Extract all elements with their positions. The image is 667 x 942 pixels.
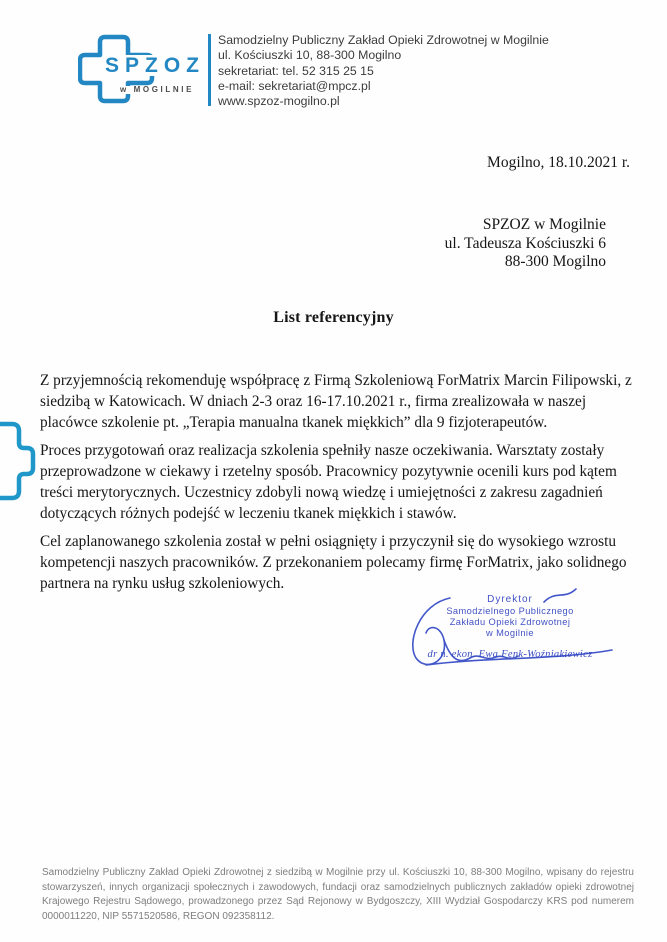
org-name: Samodzielny Publiczny Zakład Opieki Zdrowotnej w Mogilnie bbox=[218, 33, 549, 47]
org-phone: sekretariat: tel. 52 315 25 15 bbox=[218, 63, 374, 78]
org-website: www.spzoz-mogilno.pl bbox=[218, 94, 340, 109]
paragraph-recommendation: Cel zaplanowanego szkolenia został w pełni osiągnięty i przyczynił się do wysokiego wzrostu kompetencji naszych pracowników. Z przekonaniem polecamy firmę ForMatrix, jako solidnego partnera na rynku usług szkoleniowych. bbox=[40, 533, 627, 592]
stamp-org-3: w Mogilnie bbox=[486, 628, 534, 638]
logo-subtitle: w MOGILNIE bbox=[120, 85, 194, 94]
cross-bracket-watermark-icon bbox=[0, 419, 39, 508]
letterhead-divider bbox=[208, 34, 211, 106]
handwritten-signature bbox=[398, 586, 622, 684]
place-and-date: Mogilno, 18.10.2021 r. bbox=[487, 154, 630, 171]
stamp-signed-name: dr n. ekon. Ewa Fęnk-Woźniakiewicz bbox=[427, 649, 593, 660]
recipient-block bbox=[445, 216, 606, 272]
stamp-org-2: Zakładu Opieki Zdrowotnej bbox=[449, 617, 571, 627]
stamp-title: Dyrektor bbox=[487, 594, 533, 605]
recipient-city: 88-300 Mogilno bbox=[504, 253, 606, 270]
letterhead-contact bbox=[218, 31, 549, 109]
letter-title: List referencyjny bbox=[273, 309, 394, 326]
recipient-name: SPZOZ w Mogilnie bbox=[482, 216, 606, 233]
registration-footer: Samodzielny Publiczny Zakład Opieki Zdrowotnej z siedzibą w Mogilnie przy ul. Kościuszki 10, 88-300 Mogilno, wpisany do rejestru stowarzyszeń, innych organizacji społecznych i zawodowych, fundacji oraz samodzielnych publicznych zakładów opieki zdrowotnej Krajowego Rejestru Sądowego, prowadzonego przez Sąd Rejonowy w Bydgoszczy, XIII Wydział Gospodarczy KRS pod numerem 0000011220, NIP 5571520586, REGON 092358112. bbox=[42, 867, 634, 922]
recipient-street: ul. Tadeusza Kościuszki 6 bbox=[444, 234, 606, 252]
signature-block bbox=[398, 586, 622, 684]
spzoz-logo bbox=[78, 31, 206, 111]
paragraph-introduction: Z przyjemnością rekomenduję współpracę z Firmą Szkoleniową ForMatrix Marcin Filipowski, z siedzibą w Katowicach. W dniach 2-3 oraz 16-17.10.2021 r., firma zrealizowała w naszej placówce szkolenie pt. „Terapia manualna tkanek miękkich” dla 9 fizjoterapeutów. bbox=[40, 372, 632, 431]
org-email: e-mail: sekretariat@mpcz.pl bbox=[218, 78, 371, 93]
org-address: ul. Kościuszki 10, 88-300 Mogilno bbox=[218, 48, 402, 63]
logo-acronym: SPZOZ bbox=[105, 54, 206, 77]
letterhead bbox=[78, 31, 549, 111]
stamp-org-1: Samodzielnego Publicznego bbox=[446, 606, 574, 616]
letter-body bbox=[40, 370, 634, 601]
paragraph-evaluation: Proces przygotowań oraz realizacja szkolenia spełniły nasze oczekiwania. Warsztaty zostały przeprowadzone w ciekawy i rzetelny sposób. Pracownicy pozytywnie ocenili kurs pod kątem treści merytorycznych. Uczestnicy zdobyli nową wiedzę i umiejętności z zakresu zagadnień dotyczących różnych podejść w leczeniu tkanek miękkich i stawów. bbox=[40, 442, 617, 522]
